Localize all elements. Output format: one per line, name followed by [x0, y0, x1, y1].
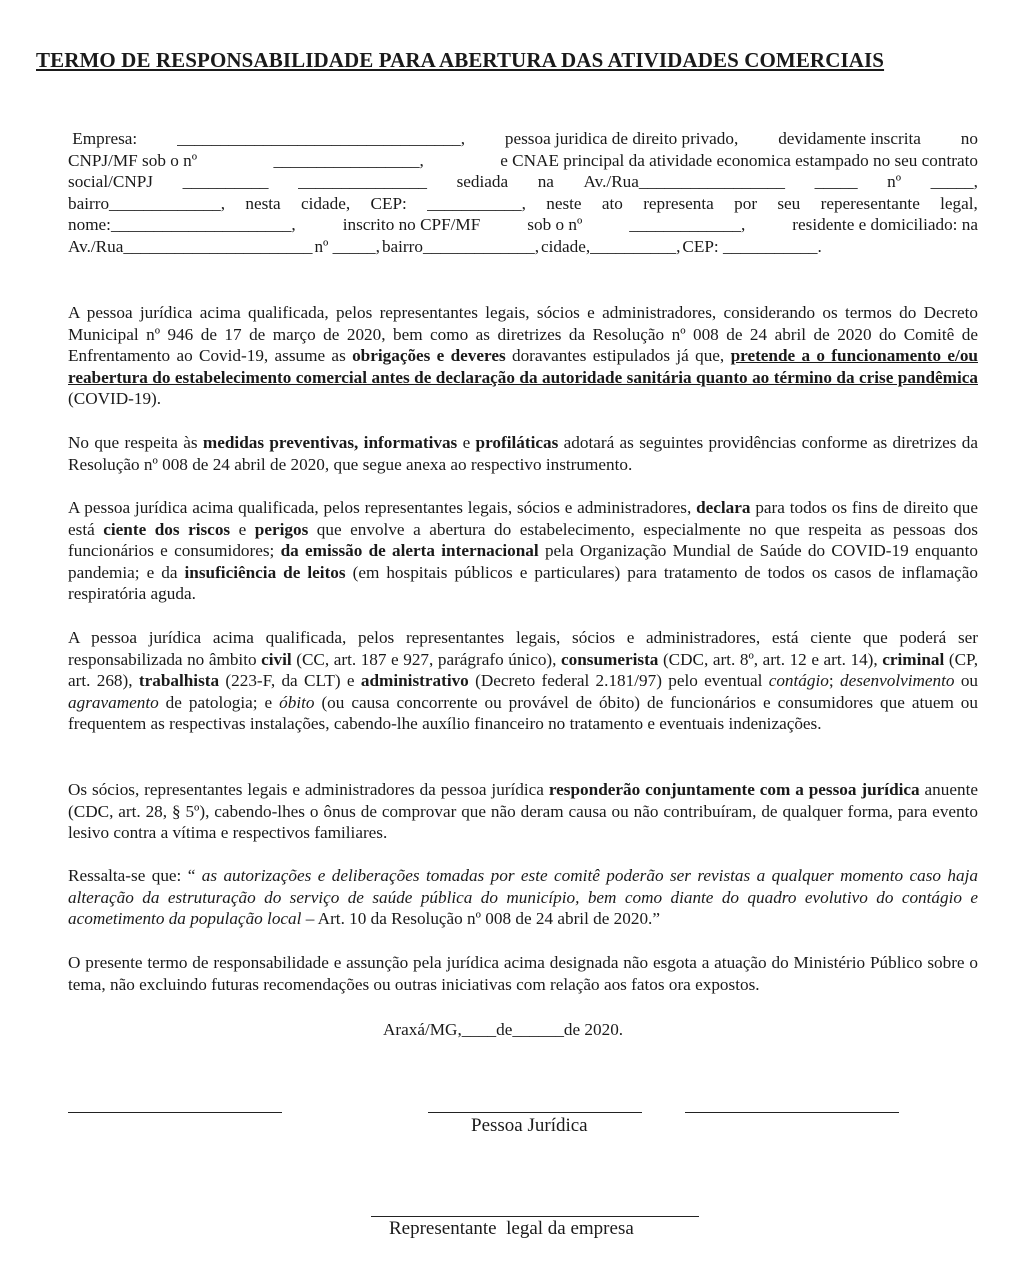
paragraph-obligations: A pessoa jurídica acima qualificada, pelos representantes legais, sócios e administradores, considerando os termos do Decreto Municipal nº 946 de 17 de março de 2020, bem como as diretrizes da Resolução nº 008 de 24 abril de 2020 do Comitê de Enfrentamento ao Covid-19, assume as obrigações e deveres doravantes estipulados já que, pretende a o funcionamento e/ou reabertura do estabelecimento comercial antes de declaração da autoridade sanitária quanto ao término da crise pandêmica (COVID-19).: [68, 303, 978, 409]
header-line: social/CNPJ __________ _______________ sediada na Av./Rua_________________ _____ nº _____,: [68, 172, 978, 192]
signature-label-representative: Representante legal da empresa: [389, 1218, 634, 1239]
paragraph-joint-liability: Os sócios, representantes legais e administradores da pessoa jurídica responderão conjuntamente com a pessoa jurídica anuente (CDC, art. 28, § 5º), cabendo-lhes o ônus de comprovar que não deram causa ou não contribuíram, de qualquer forma, para evento lesivo contra a vítima e respectivos familiares.: [68, 780, 978, 843]
header-line: CNPJ/MF sob o nº _________________, e CNAE principal da atividade economica estampado no seu contrato: [68, 150, 978, 170]
paragraph-resolution-quote: Ressalta-se que: “ as autorizações e deliberações tomadas por este comitê poderão ser revistas a qualquer momento caso haja alteração da estruturação do serviço de saúde pública do município, bem como diante do quadro evolutivo do contágio e acometimento da população local – Art. 10 da Resolução nº 008 de 24 abril de 2020.”: [68, 866, 978, 929]
paragraph-risk-declaration: A pessoa jurídica acima qualificada, pelos representantes legais, sócios e administradores, declara para todos os fins de direito que está ciente dos riscos e perigos que envolve a abertura do estabelecimento, especialmente no que respeita as pessoas dos funcionários e consumidores; da emissão de alerta internacional pela Organização Mundial de Saúde do COVID-19 enquanto pandemia; e da insuficiência de leitos (em hospitais públicos e particulares) para tratamento de todos os casos de inflamação respiratória aguda.: [68, 498, 978, 604]
header-line: Av./Rua______________________ nº _____, bairro_____________, cidade,__________, CEP: ___________.: [68, 236, 822, 256]
paragraph-preventive-measures: No que respeita às medidas preventivas, informativas e profiláticas adotará as seguintes providências conforme as diretrizes da Resolução nº 008 de 24 abril de 2020, que segue anexa ao respectivo instrumento.: [68, 433, 978, 474]
signature-line-center: [428, 1112, 642, 1113]
document-title: TERMO DE RESPONSABILIDADE PARA ABERTURA DAS ATIVIDADES COMERCIAIS: [36, 48, 885, 72]
header-line: bairro_____________, nesta cidade, CEP: ___________, neste ato representa por seu reperesentante legal,: [68, 193, 978, 213]
paragraph-closing: O presente termo de responsabilidade e assunção pela jurídica acima designada não esgota a atuação do Ministério Público sobre o tema, não excluindo futuras recomendações ou outras iniciativas com relação aos fatos ora expostos.: [68, 953, 978, 994]
signature-label-pessoa-juridica: Pessoa Jurídica: [471, 1115, 588, 1136]
paragraph-liability: A pessoa jurídica acima qualificada, pelos representantes legais, sócios e administradores, está ciente que poderá ser responsabilizada no âmbito civil (CC, art. 187 e 927, parágrafo único), consumerista (CDC, art. 8º, art. 12 e art. 14), criminal (CP, art. 268), trabalhista (223-F, da CLT) e administrativo (Decreto federal 2.181/97) pelo eventual contágio; desenvolvimento ou agravamento de patologia; e óbito (ou causa concorrente ou provável de óbito) de funcionários e consumidores que atuem ou frequentem as respectivas instalações, cabendo-lhe auxílio financeiro no tratamento e eventuais indenizações.: [68, 628, 979, 734]
date-line: Araxá/MG,____de______de 2020.: [383, 1020, 624, 1039]
signature-line-left: [68, 1112, 282, 1113]
header-line: nome:_____________________, inscrito no CPF/MF sob o nº _____________, residente e domiciliado: na: [68, 215, 978, 235]
header-line: Empresa: _________________________________, pessoa juridica de direito privado, devidamente inscrita no: [68, 129, 978, 148]
company-identification-block: [68, 128, 978, 258]
signature-line-representative: [371, 1216, 699, 1217]
signature-line-right: [685, 1112, 899, 1113]
